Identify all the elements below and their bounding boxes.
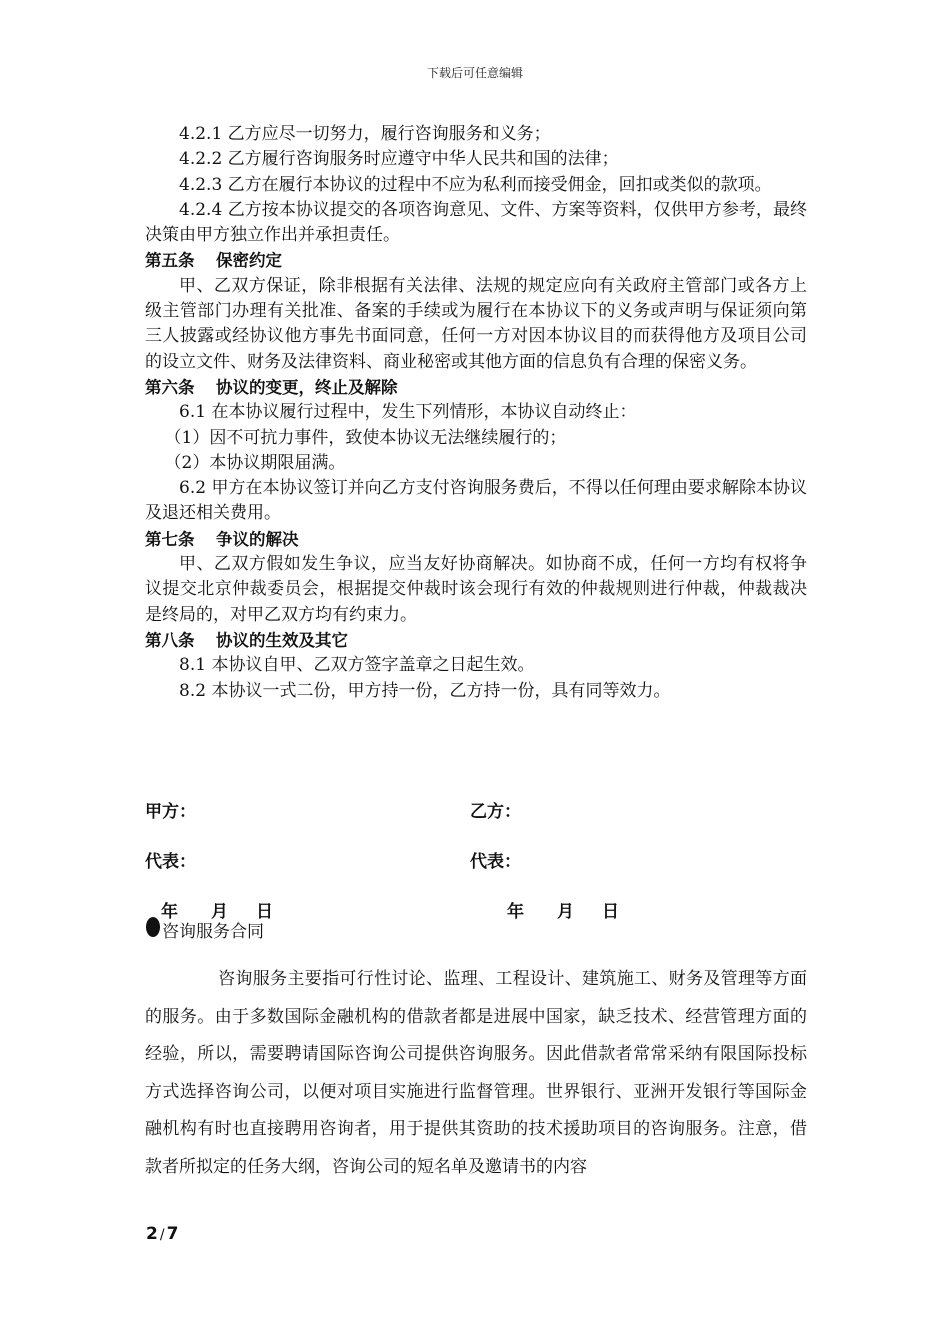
section-intro	[145, 961, 807, 1186]
page-current: 2	[146, 1224, 158, 1244]
clause-4-2-3: 4.2.3 乙方在履行本协议的过程中不应为私利而接受佣金，回扣或类似的款项。	[179, 174, 772, 195]
party-a-label: 甲方：	[145, 802, 196, 822]
section-intro-text: 咨询服务主要指可行性讨论、监理、工程设计、建筑施工、财务及管理等方面的服务。由于多数国际金融机构的借款者都是进展中国家，缺乏技术、经营管理方面的经验，所以，需要聘请国际咨询公司提供咨询服务。因此借款者常常采纳有限国际投标方式选择咨询公司，以便对项目实施进行监督管理。世界银行、亚洲开发银行等国际金融机构有时也直接聘用咨询者，用于提供其资助的技术援助项目的咨询服务。注意，借款者所拟定的任务大纲，咨询公司的短名单及邀请书的内容	[145, 969, 807, 1177]
page-header: 下载后可任意编辑	[426, 66, 523, 80]
article-5-title: 保密约定	[215, 251, 282, 271]
article-6-number: 第六条	[145, 377, 195, 397]
page-total: 7	[166, 1224, 179, 1244]
date-b-year: 年	[507, 902, 524, 922]
page-separator: /	[159, 1227, 165, 1243]
clause-4-2-1: 4.2.1 乙方应尽一切努力，履行咨询服务和义务；	[179, 124, 551, 144]
article-5-number: 第五条	[145, 251, 195, 271]
clause-6-1: 6.1 在本协议履行过程中，发生下列情形，本协议自动终止：	[179, 402, 637, 423]
bullet-icon	[146, 917, 160, 937]
clause-8-1: 8.1 本协议自甲、乙双方签字盖章之日起生效。	[179, 655, 535, 676]
section-title: 咨询服务合同	[162, 922, 264, 942]
date-a-month: 月	[211, 902, 228, 922]
date-a-year: 年	[161, 902, 178, 922]
article-6-heading	[145, 375, 807, 400]
article-7-title: 争议的解决	[215, 529, 299, 549]
date-b	[507, 897, 619, 922]
clause-6-1-item-2: （2）本协议期限届满。	[164, 452, 346, 473]
contract-body	[145, 122, 807, 704]
date-a-day: 日	[256, 902, 273, 922]
clause-4-2-2: 4.2.2 乙方履行咨询服务时应遵守中华人民共和国的法律；	[179, 149, 619, 170]
article-7-number: 第七条	[145, 529, 195, 549]
article-5-body: 甲、乙双方保证，除非根据有关法律、法规的规定应向有关政府主管部门或各方上级主管部门办理有关批准、备案的手续或为履行在本协议下的义务或声明与保证须向第三人披露或经协议他方事先书面同意，任何一方对因本协议目的而获得他方及项目公司的设立文件、财务及法律资料、商业秘密或其他方面的信息负有合理的保密义务。	[145, 275, 807, 372]
rep-a-label: 代表：	[145, 852, 196, 872]
clause-4-2-4: 4.2.4 乙方按本协议提交的各项咨询意见、文件、方案等资料，仅供甲方参考，最终决策由甲方独立作出并承担责任。	[145, 199, 807, 246]
page-number	[146, 1224, 178, 1244]
article-5-heading	[145, 248, 807, 273]
article-8-heading	[145, 628, 807, 653]
date-b-day: 日	[602, 902, 619, 922]
clause-6-2: 6.2 甲方在本协议签订并向乙方支付咨询服务费后，不得以任何理由要求解除本协议及退还相关费用。	[145, 478, 807, 524]
article-6-title: 协议的变更，终止及解除	[215, 377, 398, 397]
rep-b-label: 代表：	[470, 852, 521, 872]
article-8-title: 协议的生效及其它	[215, 630, 348, 650]
article-7-heading	[145, 527, 807, 552]
article-8-number: 第八条	[145, 630, 195, 650]
clause-6-1-item-1: （1）因不可抗力事件，致使本协议无法继续履行的；	[164, 427, 567, 448]
clause-8-2: 8.2 本协议一式二份，甲方持一份，乙方持一份，具有同等效力。	[179, 680, 671, 701]
article-7-body: 甲、乙双方假如发生争议，应当友好协商解决。如协商不成，任何一方均有权将争议提交北京仲裁委员会，根据提交仲裁时该会现行有效的仲裁规则进行仲裁，仲裁裁决是终局的，对甲乙双方均有约束力。	[145, 554, 807, 625]
party-b-label: 乙方：	[470, 802, 521, 822]
date-b-month: 月	[557, 902, 574, 922]
